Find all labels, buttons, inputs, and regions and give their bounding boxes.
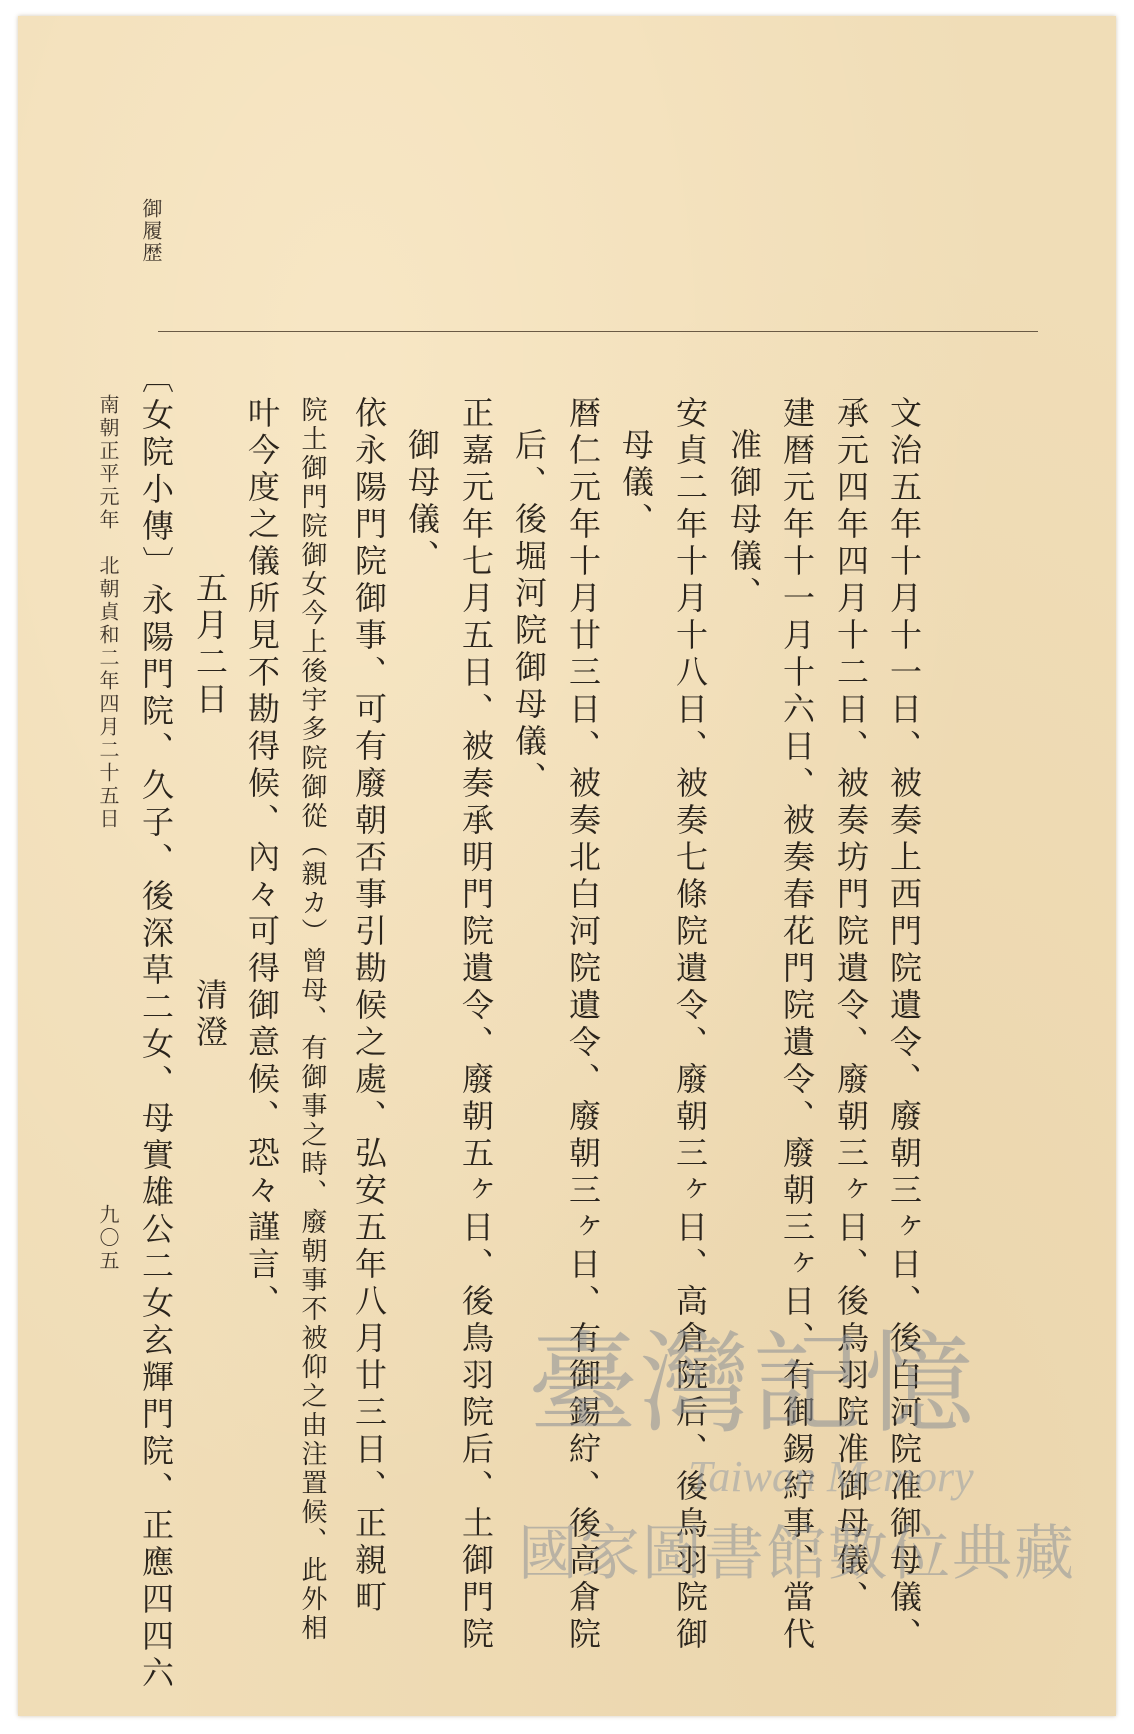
text-column-3: 建暦元年十一月十六日、被奏春花門院遺令、廢朝三ヶ日、有御錫紵事、當代 <box>778 396 816 1654</box>
text-column-2: 承元四年四月十二日、被奏坊門院遺令、廢朝三ヶ日、後鳥羽院准御母儀、 <box>832 396 870 1617</box>
text-column-9: 正嘉元年七月五日、被奏承明門院遺令、廢朝五ヶ日、後鳥羽院后、土御門院 <box>457 396 495 1654</box>
running-title: 御履歴 <box>139 198 163 264</box>
header-divider <box>158 331 1038 332</box>
text-column-1: 文治五年十月十一日、被奏上西門院遺令、廢朝三ヶ日、後白河院准御母儀、 <box>885 396 923 1654</box>
text-column-12: 院土御門院御女今上後宇多院御從（親カ）曾母、有御事之時、廢朝事不被仰之由注置候、此外相 <box>297 396 327 1643</box>
text-column-10: 御母儀、 <box>403 428 441 576</box>
text-column-8: 后、後堀河院御母儀、 <box>510 428 548 798</box>
text-column-5: 安貞二年十月十八日、被奏七條院遺令、廢朝三ヶ日、高倉院后、後鳥羽院御 <box>671 396 709 1654</box>
document-page <box>18 16 1116 1716</box>
text-column-4: 准御母儀、 <box>725 428 763 613</box>
signature-line: 五月二日 清澄 <box>191 571 229 1052</box>
library-watermark <box>518 1296 1078 1616</box>
text-column-7: 暦仁元年十月廿三日、被奏北白河院遺令、廢朝三ヶ日、有御錫紵、後高倉院 <box>564 396 602 1654</box>
text-column-13: 叶今度之儀所見不勘得候、內々可得御意候、恐々謹言、 <box>243 396 281 1321</box>
watermark-subtitle: 國家圖書館數位典藏 <box>518 1519 1076 1589</box>
watermark-title: 臺灣記憶 <box>528 1320 976 1448</box>
biography-note: 〔女院小傳〕永陽門院、久子、後深草二女、母實雄公二女玄輝門院、正應四四六 <box>137 361 175 1693</box>
era-note: 南朝正平元年 北朝貞和二年四月二十五日 <box>96 394 120 831</box>
text-column-11: 依永陽門院御事、可有廢朝否事引勘候之處、弘安五年八月廿三日、正親町 <box>350 396 388 1617</box>
text-column-6: 母儀、 <box>617 428 655 539</box>
watermark-latin: Taiwan Memory <box>688 1452 974 1501</box>
page-number: 九〇五 <box>96 1204 120 1273</box>
